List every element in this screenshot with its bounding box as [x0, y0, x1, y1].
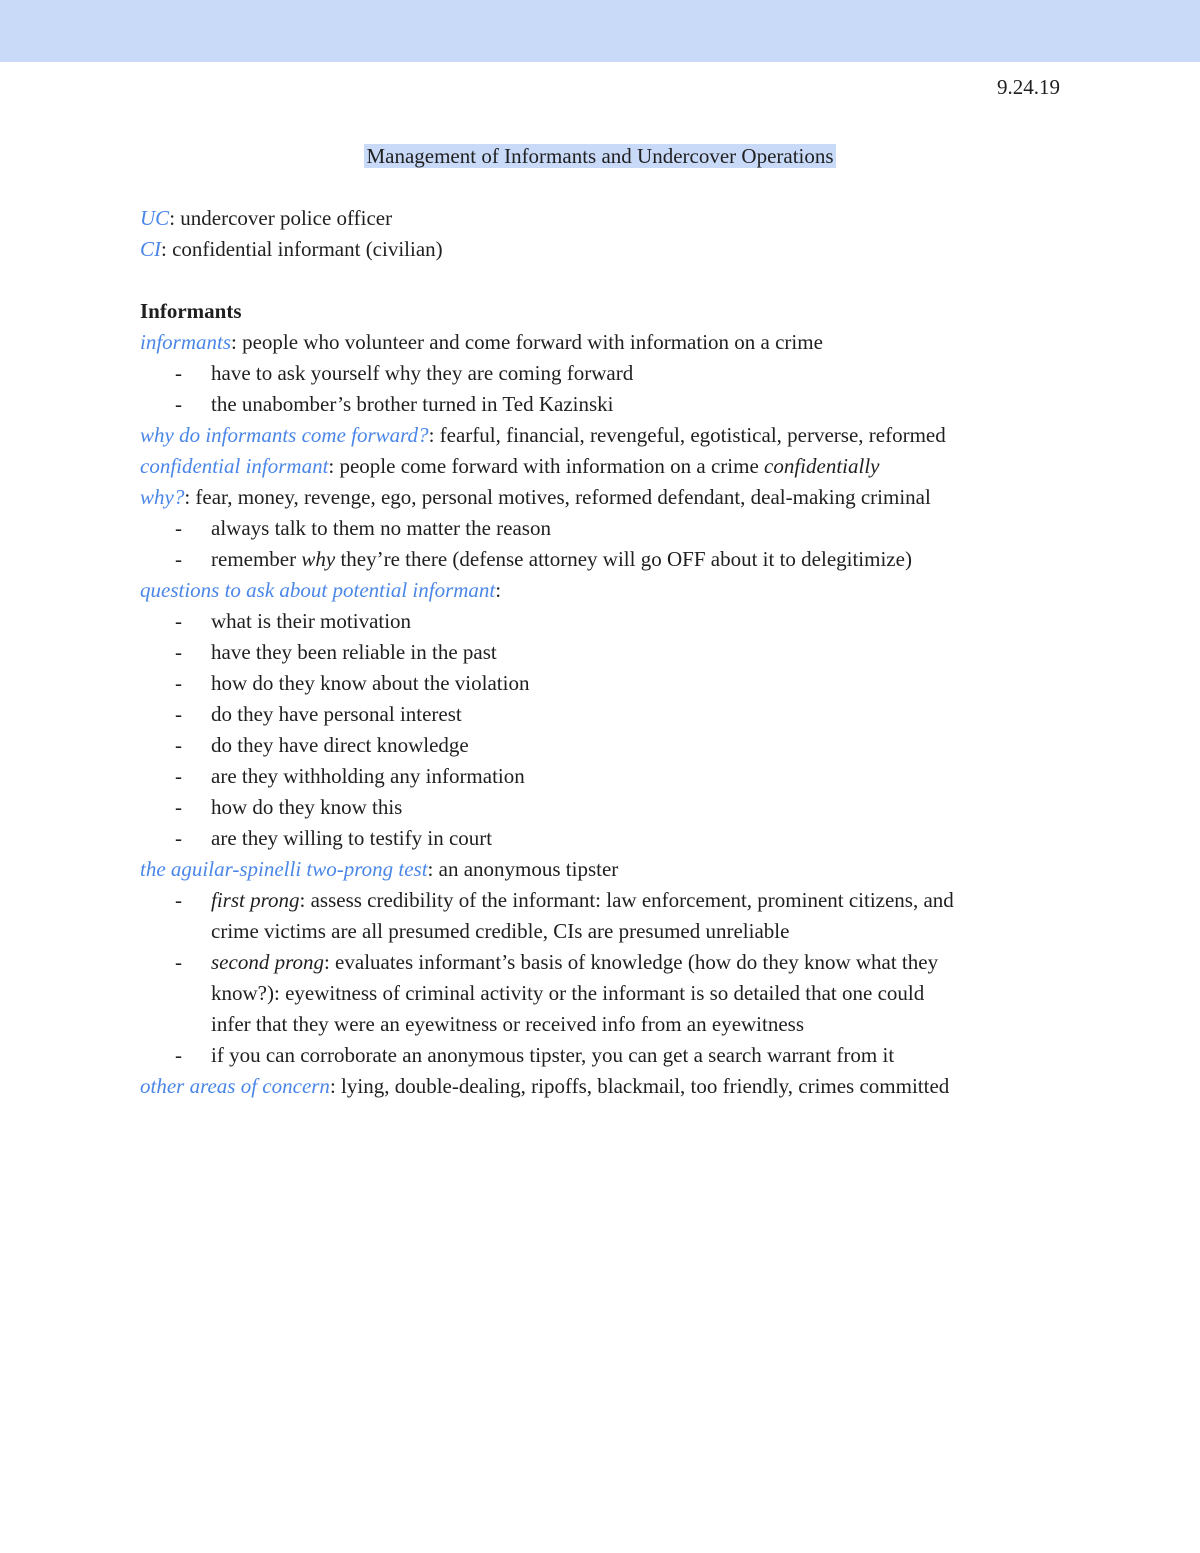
definition-text: : lying, double-dealing, ripoffs, blackmail, too friendly, crimes committed — [329, 1074, 950, 1098]
text-segment: remember — [211, 547, 302, 571]
title-row — [0, 143, 1200, 169]
bullet-marker: - — [175, 1043, 182, 1067]
list-item — [140, 606, 1070, 637]
list-item-continuation: infer that they were an eyewitness or received info from an eyewitness — [211, 1012, 805, 1036]
date-label: 9.24.19 — [997, 75, 1060, 99]
list-item-text — [211, 947, 1070, 978]
list-item-text: always talk to them no matter the reason — [211, 516, 551, 540]
bullet-marker: - — [175, 950, 182, 974]
list-item-text: do they have direct knowledge — [211, 733, 469, 757]
section-heading: Informants — [140, 299, 242, 323]
list-item-text: if you can corroborate an anonymous tipster, you can get a search warrant from it — [211, 1043, 895, 1067]
list-item — [140, 761, 1070, 792]
definition-text: : undercover police officer — [169, 206, 393, 230]
why-come-forward — [140, 420, 1070, 451]
bullet-marker: - — [175, 795, 182, 819]
bullet-marker: - — [175, 640, 182, 664]
list-item — [140, 885, 1070, 947]
text-segment: : evaluates informant’s basis of knowledge (how do they know what they — [323, 950, 939, 974]
bullet-marker: - — [175, 888, 182, 912]
list-item-text: the unabomber’s brother turned in Ted Kazinski — [211, 392, 614, 416]
list-item-text: how do they know about the violation — [211, 671, 530, 695]
list-item-text — [211, 544, 1070, 575]
emphasis-text: second prong — [211, 950, 324, 974]
list-item — [140, 358, 1070, 389]
list-item-text: how do they know this — [211, 795, 403, 819]
list-item — [140, 792, 1070, 823]
emphasis-text: confidentially — [764, 454, 880, 478]
definition-text: : people who volunteer and come forward with information on a crime — [231, 330, 823, 354]
header-band — [0, 0, 1200, 62]
list-item-text — [211, 885, 1070, 916]
definition-text: : an anonymous tipster — [427, 857, 619, 881]
bullet-marker: - — [175, 392, 182, 416]
bullet-marker: - — [175, 764, 182, 788]
definition-text: : people come forward with information on a crime — [328, 454, 765, 478]
list-item — [140, 637, 1070, 668]
definition-term: CI — [140, 237, 161, 261]
bullet-marker: - — [175, 516, 182, 540]
definition-text: : fearful, financial, revengeful, egotistical, perverse, reformed — [428, 423, 946, 447]
definition-term: questions to ask about potential informant — [140, 578, 496, 602]
definition-uc — [140, 203, 1070, 234]
list-item — [140, 1040, 1070, 1071]
list-item — [140, 730, 1070, 761]
aguilar-spinelli-test — [140, 854, 1070, 885]
definition-term: confidential informant — [140, 454, 329, 478]
definition-term: other areas of concern — [140, 1074, 330, 1098]
text-segment: : assess credibility of the informant: law enforcement, prominent citizens, and — [299, 888, 954, 912]
list-item — [140, 544, 1070, 575]
list-item — [140, 668, 1070, 699]
informants-definition — [140, 327, 1070, 358]
definition-term: why do informants come forward? — [140, 423, 429, 447]
definition-term: informants — [140, 330, 232, 354]
definition-term: the aguilar-spinelli two-prong test — [140, 857, 428, 881]
list-item-text: are they willing to testify in court — [211, 826, 493, 850]
spacer — [140, 265, 1070, 296]
page-title: Management of Informants and Undercover Operations — [366, 144, 834, 168]
why-reasons — [140, 482, 1070, 513]
document-body — [140, 203, 1070, 1102]
text-segment: they’re there (defense attorney will go OFF about it to delegitimize) — [335, 547, 912, 571]
list-item — [140, 823, 1070, 854]
bullet-marker: - — [175, 609, 182, 633]
bullet-marker: - — [175, 671, 182, 695]
list-item-text: have they been reliable in the past — [211, 640, 497, 664]
bullet-marker: - — [175, 361, 182, 385]
bullet-marker: - — [175, 547, 182, 571]
definition-text: : — [495, 578, 502, 602]
definition-text: : confidential informant (civilian) — [161, 237, 443, 261]
emphasis-text: first prong — [211, 888, 300, 912]
bullet-marker: - — [175, 702, 182, 726]
list-item — [140, 513, 1070, 544]
emphasis-text: why — [301, 547, 336, 571]
bullet-marker: - — [175, 826, 182, 850]
list-item-continuation: crime victims are all presumed credible, CIs are presumed unreliable — [211, 919, 790, 943]
questions-heading — [140, 575, 1070, 606]
list-item — [140, 699, 1070, 730]
list-item-text: are they withholding any information — [211, 764, 525, 788]
confidential-informant-definition — [140, 451, 1070, 482]
list-item-continuation: know?): eyewitness of criminal activity or the informant is so detailed that one could — [211, 981, 925, 1005]
definition-term: why? — [140, 485, 185, 509]
other-concerns — [140, 1071, 1070, 1102]
definition-text: : fear, money, revenge, ego, personal motives, reformed defendant, deal-making criminal — [184, 485, 931, 509]
definition-ci — [140, 234, 1070, 265]
list-item-text: have to ask yourself why they are coming forward — [211, 361, 634, 385]
list-item-text: what is their motivation — [211, 609, 412, 633]
bullet-marker: - — [175, 733, 182, 757]
list-item-text: do they have personal interest — [211, 702, 462, 726]
list-item — [140, 389, 1070, 420]
list-item — [140, 947, 1070, 1040]
definition-term: UC — [140, 206, 170, 230]
